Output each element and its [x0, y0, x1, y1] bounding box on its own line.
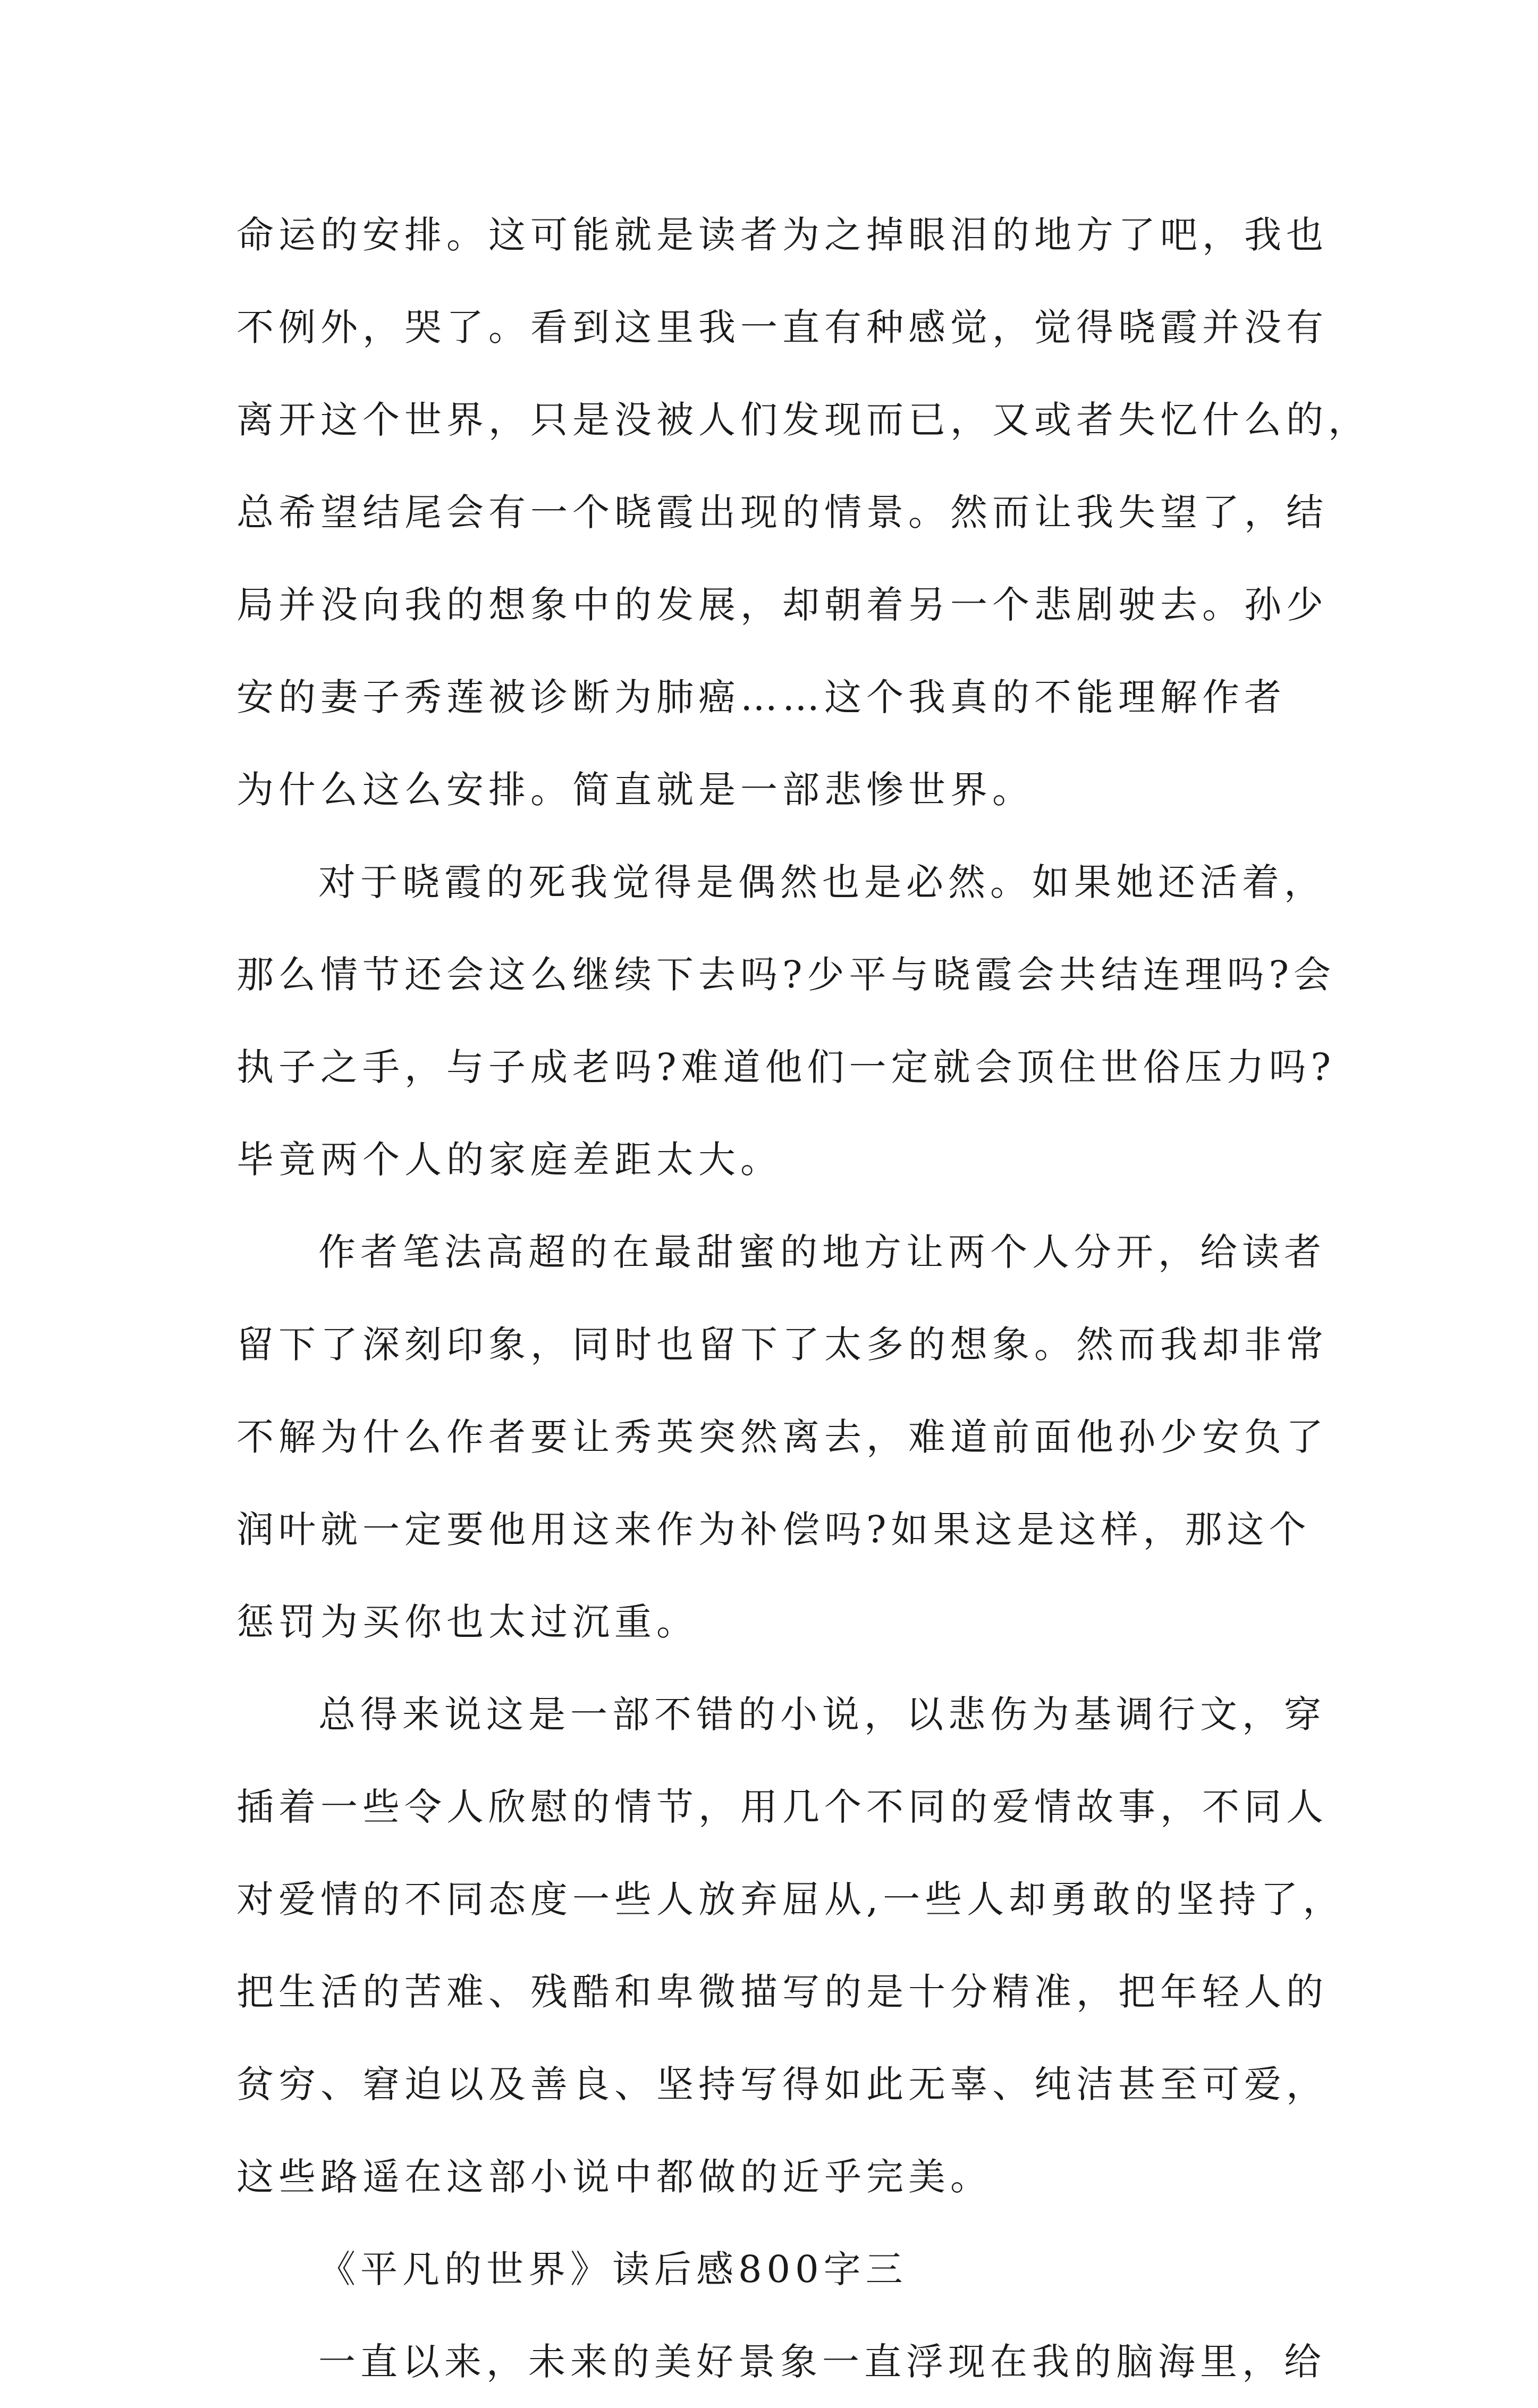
text-line: 贫穷、窘迫以及善良、坚持写得如此无辜、纯洁甚至可爱， — [236, 2063, 1328, 2106]
text-line: 为什么这么安排。简直就是一部悲惨世界。 — [236, 768, 1034, 812]
text-line: 离开这个世界，只是没被人们发现而已，又或者失忆什么的， — [236, 398, 1370, 442]
body-text — [236, 189, 1370, 2408]
text-line: 这些路遥在这部小说中都做的近乎完美。 — [236, 2155, 992, 2199]
text-line: 命运的安排。这可能就是读者为之掉眼泪的地方了吧，我也 — [236, 213, 1328, 257]
text-line: 毕竟两个人的家庭差距太大。 — [236, 1138, 782, 1181]
text-line: 安的妻子秀莲被诊断为肺癌……这个我真的不能理解作者 — [236, 675, 1286, 719]
text-line: 留下了深刻印象，同时也留下了太多的想象。然而我却非常 — [236, 1323, 1328, 1366]
text-line: 那么情节还会这么继续下去吗?少平与晓霞会共结连理吗?会 — [236, 953, 1336, 996]
text-line: 不解为什么作者要让秀英突然离去，难道前面他孙少安负了 — [236, 1415, 1328, 1459]
text-line: 总希望结尾会有一个晓霞出现的情景。然而让我失望了，结 — [236, 491, 1328, 534]
text-line: 不例外，哭了。看到这里我一直有种感觉，觉得晓霞并没有 — [236, 306, 1328, 349]
paragraph-start-line: 对于晓霞的死我觉得是偶然也是必然。如果她还活着， — [318, 860, 1326, 904]
text-line: 局并没向我的想象中的发展，却朝着另一个悲剧驶去。孙少 — [236, 583, 1328, 627]
paragraph-start-line: 总得来说这是一部不错的小说，以悲伤为基调行文，穿 — [318, 1693, 1326, 1736]
text-line: 对爱情的不同态度一些人放弃屈从,一些人却勇敢的坚持了， — [236, 1878, 1345, 1921]
text-line: 惩罚为买你也太过沉重。 — [236, 1600, 698, 1644]
text-line: 把生活的苦难、残酷和卑微描写的是十分精准，把年轻人的 — [236, 1970, 1328, 2014]
text-line: 插着一些令人欣慰的情节，用几个不同的爱情故事，不同人 — [236, 1785, 1328, 1829]
section-heading: 《平凡的世界》读后感800字三 — [318, 2248, 908, 2291]
paragraph-start-line: 作者笔法高超的在最甜蜜的地方让两个人分开，给读者 — [318, 1230, 1326, 1274]
text-line: 执子之手，与子成老吗?难道他们一定就会顶住世俗压力吗? — [236, 1045, 1336, 1089]
text-line: 润叶就一定要他用这来作为补偿吗?如果这是这样，那这个 — [236, 1508, 1311, 1551]
paragraph-start-line: 一直以来，未来的美好景象一直浮现在我的脑海里，给 — [318, 2340, 1326, 2384]
